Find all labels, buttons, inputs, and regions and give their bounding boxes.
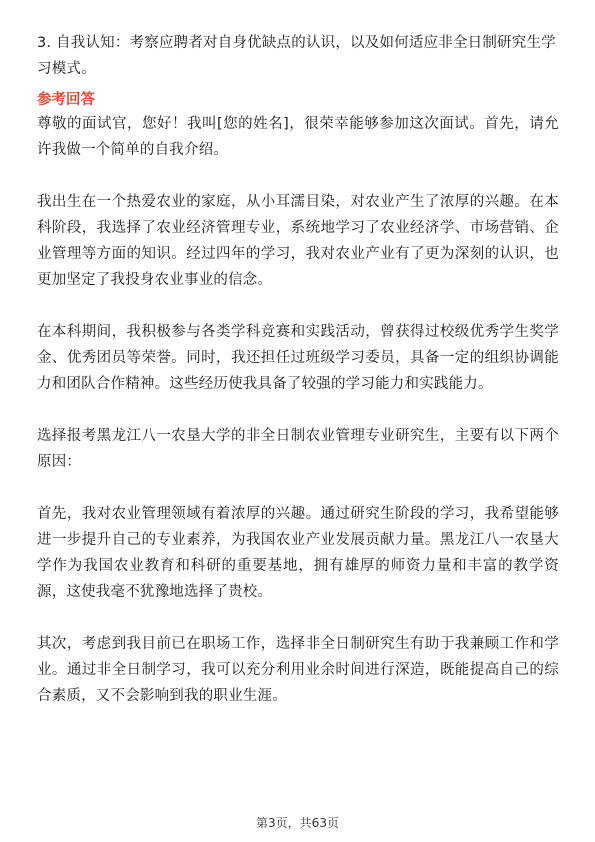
- paragraph-reason-second: 其次，考虑到我目前已在职场工作，选择非全日制研究生有助于我兼顾工作和学业。通过非全日制学习，我可以充分利用业余时间进行深造，既能提高自己的综合素质，又不会影响到我的职业生涯。: [37, 636, 559, 704]
- paragraph-gap: [37, 475, 559, 501]
- page-number-footer: 第3页，共63页: [256, 816, 339, 830]
- paragraph-gap: [37, 397, 559, 423]
- answer-label: 参考回答: [37, 92, 95, 108]
- paragraph-intro: 尊敬的面试官，您好！我叫[您的姓名]，很荣幸能够参加这次面试。首先，请允许我做一个简单的自我介绍。: [37, 116, 559, 158]
- paragraph-gap: [37, 605, 559, 631]
- paragraph-reason-first: 首先，我对农业管理领域有着浓厚的兴趣。通过研究生阶段的学习，我希望能够进一步提升自己的专业素养，为我国农业产业发展贡献力量。黑龙江八一农垦大学作为我国农业教育和科研的重要基地，拥有雄厚的师资力量和丰富的教学资源，这使我毫不犹豫地选择了贵校。: [37, 506, 559, 600]
- paragraph-gap: [37, 293, 559, 319]
- paragraph-background: 我出生在一个热爱农业的家庭，从小耳濡目染，对农业产生了浓厚的兴趣。在本科阶段，我选择了农业经济管理专业，系统地学习了农业经济学、市场营销、企业管理等方面的知识。经过四年的学习，我对农业产业有了更为深刻的认识，也更加坚定了我投身农业事业的信念。: [37, 194, 559, 288]
- page-content: [37, 30, 559, 709]
- question-heading: 3. 自我认知：考察应聘者对自身优缺点的认识，以及如何适应非全日制研究生学习模式。: [37, 35, 556, 77]
- paragraph-gap: [37, 163, 559, 189]
- paragraph-achievements: 在本科期间，我积极参与各类学科竞赛和实践活动，曾获得过校级优秀学生奖学金、优秀团员等荣誉。同时，我还担任过班级学习委员，具备一定的组织协调能力和团队合作精神。这些经历使我具备了较强的学习能力和实践能力。: [37, 324, 559, 392]
- paragraph-reasons-intro: 选择报考黑龙江八一农垦大学的非全日制农业管理专业研究生，主要有以下两个原因：: [37, 428, 559, 470]
